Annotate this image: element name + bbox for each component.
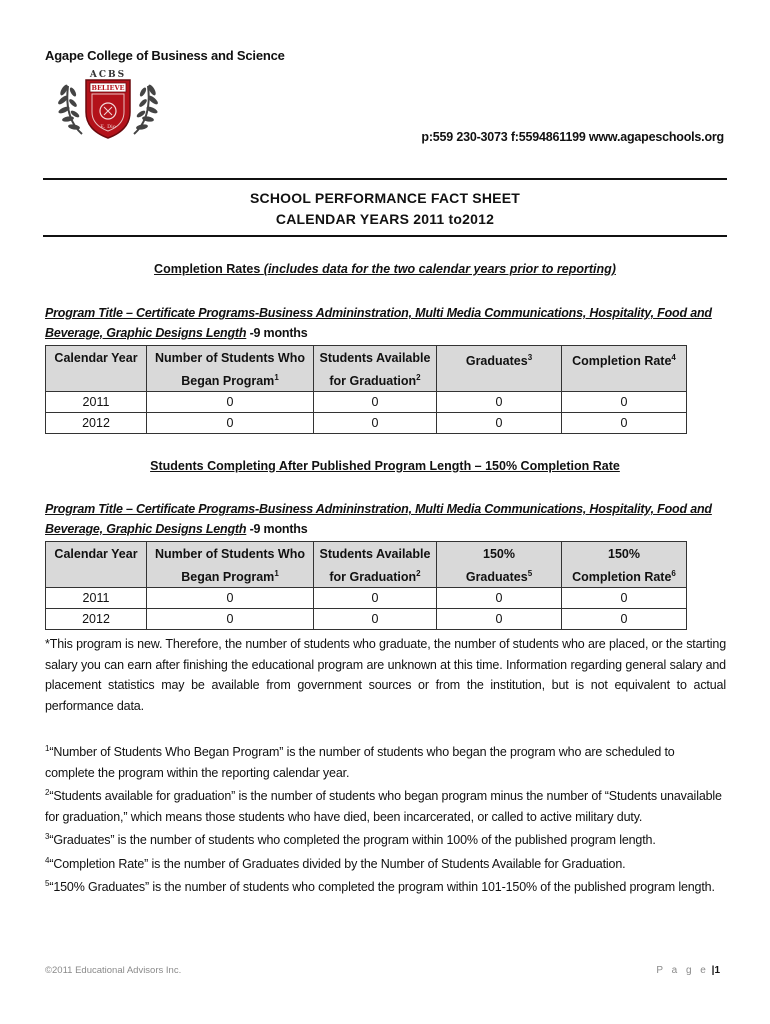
college-name: Agape College of Business and Science xyxy=(45,48,285,63)
footer-page-number xyxy=(656,965,720,976)
col-header: Students Available for Graduation$^2$ xyxy=(314,542,437,588)
table-cell: 2011 xyxy=(46,588,147,609)
completion-heading-italic: (includes data for the two calendar years prior to reporting) xyxy=(263,262,616,276)
footer-copyright: ©2011 Educational Advisors Inc. xyxy=(45,965,182,976)
footnote: $^5$“150% Graduates” is the number of students who completed the program within 101-150% of the published program length. xyxy=(45,879,715,894)
rate150-table xyxy=(45,541,687,630)
col-header: Completion Rate$^4$ xyxy=(562,346,687,392)
completion-heading-plain: Completion Rates xyxy=(154,262,264,276)
table-cell: 0 xyxy=(314,588,437,609)
col-header: Graduates$^3$ xyxy=(437,346,562,392)
completion-rates-heading xyxy=(0,262,770,276)
col-header: Number of Students Who Began Program$^1$ xyxy=(147,346,314,392)
col-header: Students Available for Graduation$^2$ xyxy=(314,346,437,392)
laurel-left-icon xyxy=(57,84,82,134)
program-title-1 xyxy=(45,303,725,343)
logo-lower: E. Dio xyxy=(100,124,116,130)
page-sep: | xyxy=(708,965,715,976)
footnote: $^3$“Graduates” is the number of students who completed the program within 100% of the published program length. xyxy=(45,832,656,847)
table-row xyxy=(46,609,687,630)
footnotes xyxy=(45,739,726,898)
logo-acronym: ACBS xyxy=(89,70,127,80)
table-cell: 0 xyxy=(147,588,314,609)
title-divider xyxy=(43,235,727,237)
table-cell: 0 xyxy=(314,413,437,434)
col-header: Calendar Year xyxy=(46,542,147,588)
table-row xyxy=(46,588,687,609)
table-row xyxy=(46,392,687,413)
table-cell: 0 xyxy=(562,609,687,630)
footnote: $^4$“Completion Rate” is the number of Graduates divided by the Number of Students Available for Graduation. xyxy=(45,855,626,871)
table-cell: 2011 xyxy=(46,392,147,413)
new-program-note: *This program is new. Therefore, the number of students who graduate, the number of students who are placed, or the starting salary you can earn after finishing the educational program are unknown at this time. Information regarding general salary and placement statistics may be available from government sources or from the institution, but is not equivalent to actual performance data. xyxy=(45,637,726,713)
col-header: 150% Graduates$^5$ xyxy=(437,542,562,588)
program-title-2 xyxy=(45,499,725,539)
page-subtitle: CALENDAR YEARS 2011 to2012 xyxy=(275,211,495,227)
page-label: P a g e xyxy=(656,965,709,976)
table-cell: 2012 xyxy=(46,413,147,434)
table-cell: 2012 xyxy=(46,609,147,630)
table-cell: 0 xyxy=(437,588,562,609)
table-row xyxy=(46,413,687,434)
table-cell: 0 xyxy=(147,609,314,630)
col-header: 150% Completion Rate$^6$ xyxy=(562,542,687,588)
table-cell: 0 xyxy=(437,609,562,630)
page-title: SCHOOL PERFORMANCE FACT SHEET xyxy=(249,190,520,206)
laurel-right-icon xyxy=(134,84,159,134)
footnote: $^1$“Number of Students Who Began Program” is the number of students who began the program who are scheduled to complete the program within the reporting calendar year. xyxy=(45,744,675,780)
program-length: -9 months xyxy=(246,326,308,340)
table-cell: 0 xyxy=(147,413,314,434)
contact-info: p:559 230-3073 f:5594861199 www.agapeschools.org xyxy=(421,130,724,144)
rate150-heading: Students Completing After Published Program Length – 150% Completion Rate xyxy=(150,459,620,473)
logo-motto: BELIEVE xyxy=(91,84,125,92)
completion-table xyxy=(45,345,687,434)
page-number: 1 xyxy=(714,965,720,976)
program-title-text: Program Title – Certificate Programs-Business Admininstration, Multi Media Communications, Hospitality, Food and Beverage, Graphic Designs Length xyxy=(45,502,712,536)
table-cell: 0 xyxy=(437,413,562,434)
table-cell: 0 xyxy=(562,392,687,413)
college-logo xyxy=(52,68,164,140)
program-length: -9 months xyxy=(246,522,308,536)
header-divider xyxy=(43,178,727,180)
table-cell: 0 xyxy=(314,392,437,413)
table-cell: 0 xyxy=(562,588,687,609)
table-cell: 0 xyxy=(437,392,562,413)
col-header: Number of Students Who Began Program$^1$ xyxy=(147,542,314,588)
table-cell: 0 xyxy=(314,609,437,630)
table-cell: 0 xyxy=(562,413,687,434)
table-cell: 0 xyxy=(147,392,314,413)
col-header: Calendar Year xyxy=(46,346,147,392)
footnote: $^2$“Students available for graduation” is the number of students who began program minus the number of “Students unavailable for graduation,” which means those students who have died, been incarcerated, or called to active military duty. xyxy=(45,788,722,824)
program-title-text: Program Title – Certificate Programs-Business Admininstration, Multi Media Communications, Hospitality, Food and Beverage, Graphic Designs Length xyxy=(45,306,712,340)
